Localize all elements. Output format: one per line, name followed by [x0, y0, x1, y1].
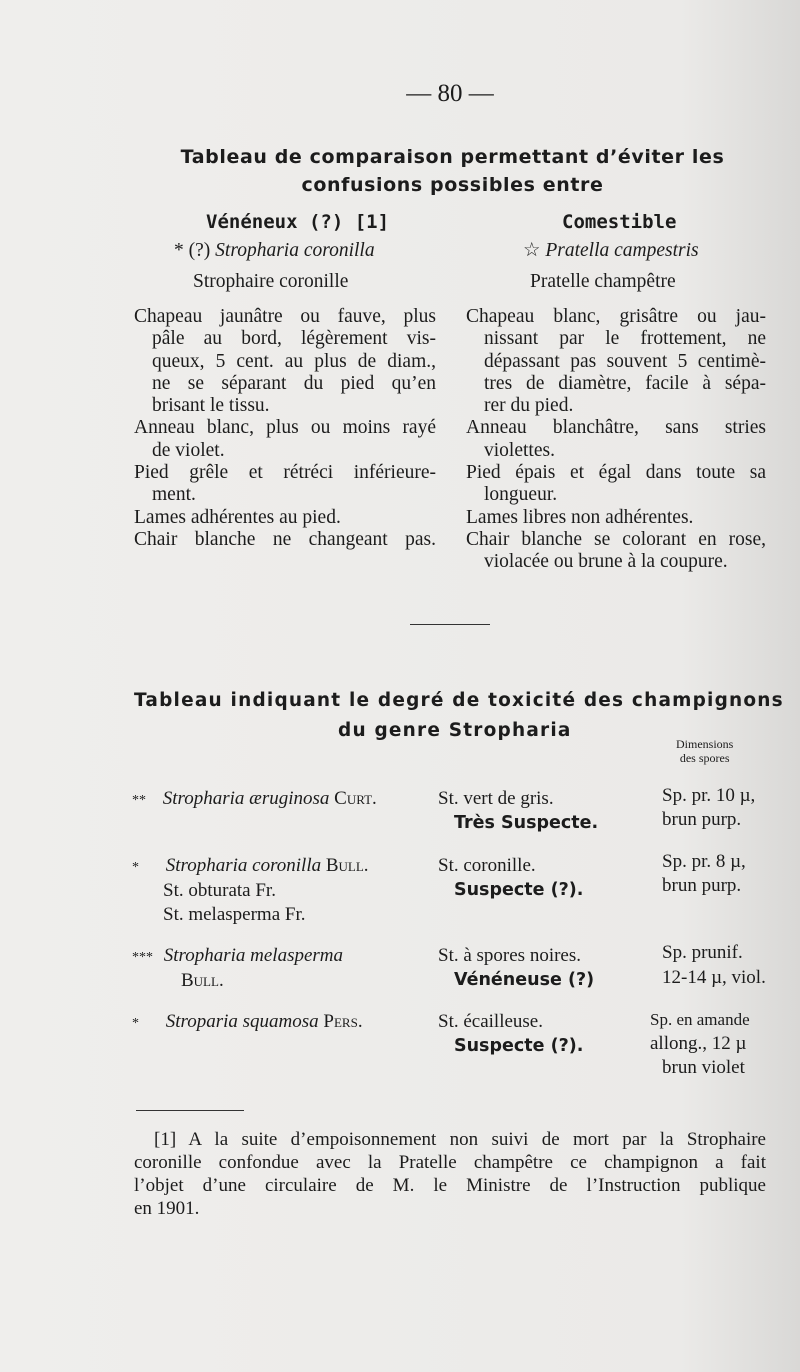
- page-number: — 80 —: [406, 80, 494, 107]
- toxicity-status: Suspecte (?).: [454, 880, 584, 900]
- table-row: [132, 788, 377, 810]
- spores-column-header: [676, 737, 733, 765]
- synonym: St. obturata Fr.: [163, 880, 276, 901]
- table-row: [132, 945, 343, 967]
- left-column-heading: Vénéneux (?) [1]: [206, 211, 390, 233]
- right-species-mark: ☆: [523, 240, 541, 261]
- footnote-rule: [136, 1110, 244, 1111]
- right-desc-line: rer du pied.: [484, 395, 574, 417]
- toxicity-mark: **: [132, 793, 146, 808]
- right-desc-line: violacée ou brune à la coupure.: [484, 551, 728, 573]
- right-desc-line: tres de diamètre, facile à sépa-: [484, 372, 766, 394]
- common-name: St. à spores noires.: [438, 945, 582, 966]
- table1-title-line2: confusions possibles entre: [301, 174, 604, 196]
- right-desc-line: violettes.: [484, 439, 555, 461]
- species-author: Curt.: [334, 788, 377, 809]
- right-species-common: Pratelle champêtre: [530, 271, 676, 292]
- right-species-latin: Pratella campestris: [545, 240, 699, 261]
- common-name: St. vert de gris.: [438, 788, 554, 809]
- left-species-common: Strophaire coronille: [193, 271, 349, 292]
- table2-title-line2: du genre Stropharia: [338, 720, 572, 741]
- toxicity-status: Suspecte (?).: [454, 1036, 584, 1056]
- right-desc-line: nissant par le frottement, ne: [484, 328, 766, 350]
- spores-info: [662, 784, 755, 832]
- spores-line: Sp. pr. 10 µ,: [662, 785, 756, 806]
- left-desc-line: de violet.: [152, 439, 225, 461]
- common-name: St. écailleuse.: [438, 1011, 543, 1032]
- right-desc-line: Chapeau blanc, grisâtre ou jau-: [466, 306, 766, 327]
- spores-line: brun violet: [662, 1057, 745, 1078]
- left-desc-line: queux, 5 cent. au plus de diam.,: [152, 350, 436, 372]
- toxicity-mark: *: [132, 860, 139, 875]
- left-description: [134, 306, 436, 551]
- spores-line: brun purp.: [662, 875, 742, 896]
- right-description: [466, 306, 766, 574]
- right-desc-line: longueur.: [484, 484, 558, 506]
- footnote-line: en 1901.: [134, 1198, 200, 1219]
- spores-line: Sp. prunif.: [662, 942, 743, 963]
- left-desc-line: Chair blanche ne changeant pas.: [134, 528, 436, 550]
- spores-line: 12-14 µ, viol.: [662, 967, 766, 988]
- right-desc-line: Chair blanche se colorant en rose,: [466, 528, 766, 550]
- spores-line: Sp. pr. 8 µ,: [662, 851, 746, 872]
- spores-info: [650, 1008, 750, 1080]
- left-desc-line: brisant le tissu.: [152, 395, 270, 417]
- spores-header-line1: Dimensions: [676, 737, 734, 751]
- species-latin: Stropharia coronilla: [165, 855, 322, 876]
- footnote-line: l’objet d’une circulaire de M. le Ministre de l’Instruction publique: [134, 1175, 766, 1196]
- left-species-line: [174, 240, 375, 262]
- left-desc-line: Chapeau jaunâtre ou fauve, plus: [134, 306, 436, 327]
- spores-info: [662, 850, 746, 898]
- table2-title-line1: Tableau indiquant le degré de toxicité des champignons: [134, 690, 784, 711]
- toxicity-status: Vénéneuse (?): [454, 970, 595, 990]
- right-desc-line: Pied épais et égal dans toute sa: [466, 462, 766, 484]
- species-latin: Stroparia squamosa: [165, 1011, 319, 1032]
- synonym: St. melasperma Fr.: [163, 904, 306, 925]
- table-row: [132, 1011, 363, 1033]
- section-divider: [410, 624, 490, 625]
- spores-line: allong., 12 µ: [650, 1033, 747, 1054]
- footnote-line: [1] A la suite d’empoisonnement non suivi de mort par la Strophaire: [154, 1129, 766, 1150]
- common-name: St. coronille.: [438, 855, 536, 876]
- table1-title-line1: Tableau de comparaison permettant d’éviter les: [180, 146, 725, 168]
- toxicity-mark: ***: [132, 950, 153, 965]
- left-species-latin: Stropharia coronilla: [215, 240, 375, 261]
- right-desc-line: dépassant pas souvent 5 centimè-: [484, 350, 766, 372]
- right-desc-line: Anneau blanchâtre, sans stries: [466, 417, 766, 439]
- spores-header-line2: des spores: [679, 751, 730, 765]
- toxicity-mark: *: [132, 1016, 139, 1031]
- left-desc-line: Anneau blanc, plus ou moins rayé: [134, 417, 436, 439]
- spores-line: brun purp.: [662, 809, 742, 830]
- right-column-heading: Comestible: [562, 211, 677, 233]
- footnote-line: coronille confondue avec la Pratelle champêtre ce champignon a fait: [134, 1152, 766, 1173]
- left-desc-line: ne se séparant du pied qu’en: [152, 372, 436, 394]
- table-row: [132, 855, 369, 877]
- species-author: Pers.: [323, 1011, 363, 1032]
- left-desc-line: Pied grêle et rétréci inférieure-: [134, 462, 436, 484]
- left-desc-line: ment.: [152, 484, 196, 506]
- right-desc-line: Lames libres non adhérentes.: [466, 506, 694, 528]
- toxicity-status: Très Suspecte.: [454, 813, 599, 833]
- species-latin: Stropharia melasperma: [163, 945, 344, 966]
- left-desc-line: Lames adhérentes au pied.: [134, 506, 341, 528]
- right-species-line: [523, 240, 699, 262]
- species-author: Bull.: [325, 855, 369, 876]
- spores-info: [662, 940, 766, 990]
- species-author: Bull.: [181, 970, 224, 991]
- spores-line: Sp. en amande: [650, 1010, 750, 1029]
- left-desc-line: pâle au bord, légèrement vis-: [152, 328, 436, 350]
- species-latin: Stropharia æruginosa: [162, 788, 330, 809]
- footnote: [134, 1128, 766, 1220]
- left-species-mark: * (?): [174, 240, 211, 261]
